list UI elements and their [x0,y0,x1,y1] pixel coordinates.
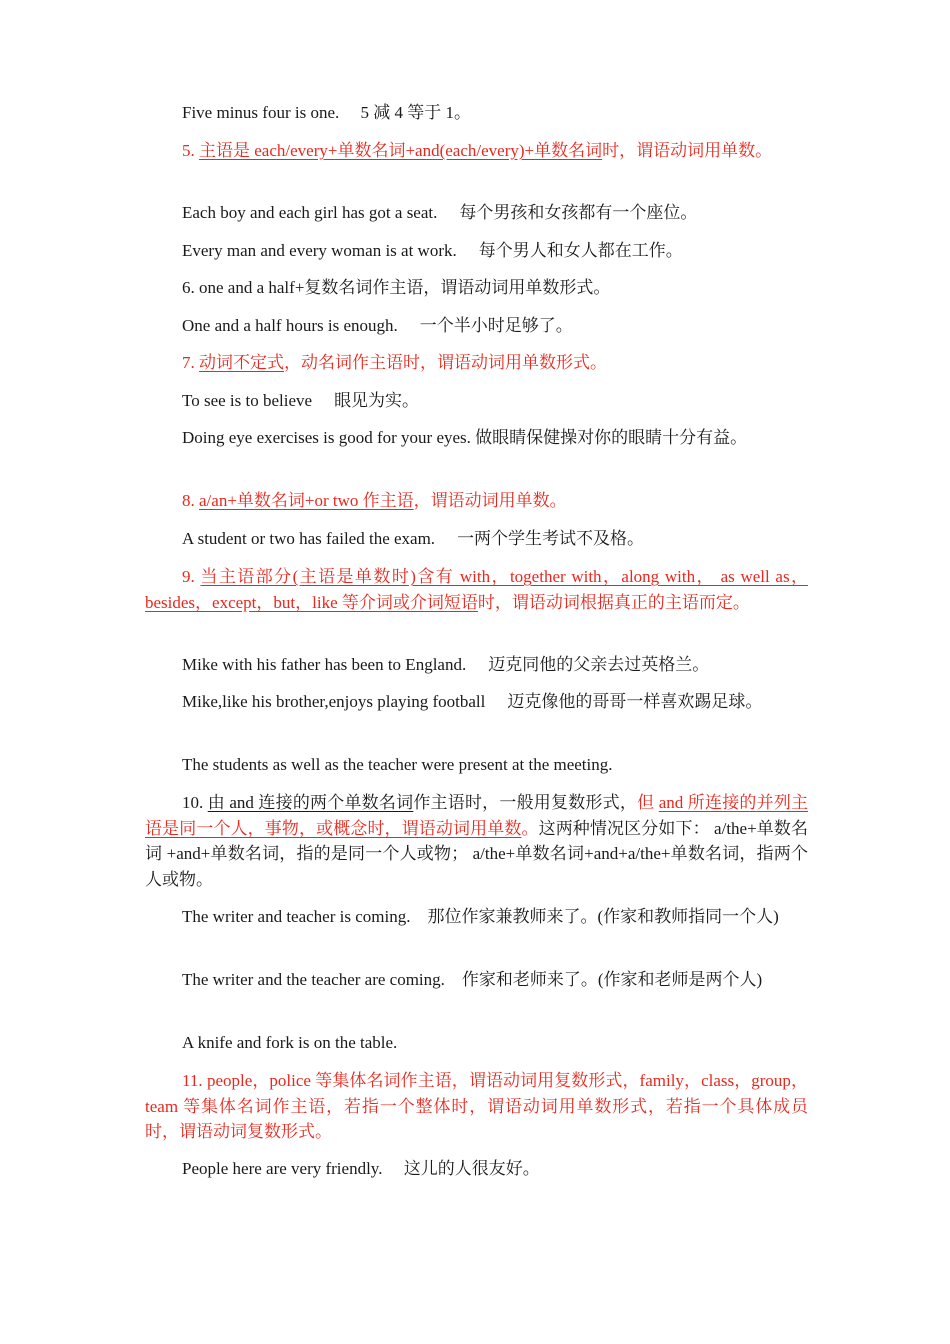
example-five-minus-four: Five minus four is one. 5 减 4 等于 1。 [182,103,471,122]
rule-underlined-text: 动词不定式 [199,353,284,372]
rule-but: 但 [637,793,659,812]
example-knife-and-fork: A knife and fork is on the table. [182,1033,398,1052]
example-every-man [145,238,808,264]
example-people-here: People here are very friendly. 这儿的人很友好。 [182,1159,540,1178]
example-chinese: 眼见为实。 [334,391,420,410]
example-chinese: 每个男人和女人都在工作。 [478,241,683,260]
rule-5 [145,138,808,164]
example-chinese: 迈克同他的父亲去过英格兰。 [488,655,710,674]
example-chinese: 一两个学生考试不及格。 [457,529,645,548]
rule-text: ，谓语动词用单数。 [413,491,567,510]
example-each-boy [145,200,808,226]
example-english: One and a half hours is enough. [182,316,398,335]
example-english: A student or two has failed the exam. [182,529,436,548]
example-mike-with-father [145,652,808,678]
example-eye-exercises: Doing eye exercises is good for your eyes. 做眼睛保健操对你的眼睛十分有益。 [182,428,748,447]
example-english: Each boy and each girl has got a seat. [182,203,438,222]
example-writer-and-teacher: The writer and teacher is coming. 那位作家兼教师来了。(作家和教师指同一个人) [182,907,779,926]
rule-9 [145,564,808,615]
rule-underlined-exception: and 所连接的并列主语是同一个人，事物，或概念时，谓语动词用单数 [145,793,809,838]
rule-number: 8. [182,491,199,510]
rule-text: 时，谓语动词用单数。 [602,141,773,160]
example-mike-like-brother [145,689,808,715]
example-chinese: 一个半小时足够了。 [419,316,573,335]
example-english: Mike with his father has been to England. [182,655,467,674]
rule-number: 9. [182,567,201,586]
example-english: Every man and every woman is at work. [182,241,457,260]
rule-number: 7. [182,353,199,372]
rule-underlined-subject: 由 and 连接的两个单数名词 [207,793,414,812]
example-chinese: 迈克像他的哥哥一样喜欢踢足球。 [507,692,763,711]
rule-11: 11. people，police 等集体名词作主语，谓语动词用复数形式，family，class，group，team 等集体名词作主语，若指一个整体时，谓语动词用单数形式，若指一个具体成员时，谓语动词复数形式。 [145,1071,808,1141]
example-to-see [145,388,808,414]
example-students-as-well-as: The students as well as the teacher were present at the meeting. [182,755,613,774]
rule-number: 10. [182,793,208,812]
rule-10 [145,790,808,892]
rule-text: 作主语时，一般用复数形式， [413,793,638,812]
rule-6: 6. one and a half+复数名词作主语，谓语动词用单数形式。 [182,278,611,297]
rule-7 [145,350,808,376]
example-student-or-two [145,526,808,552]
rule-text: 时，谓语动词根据真正的主语而定。 [477,592,750,612]
example-english: Mike,like his brother,enjoys playing football [182,692,486,711]
example-english: To see is to believe [182,391,313,410]
rule-explanation: 这两种情况区分如下： a/the+单数名词 +and+单数名词，指的是同一个人或物； a/the+单数名词+and+a/the+单数名词，指两个人或物。 [145,818,809,889]
rule-text: ，动名词作主语时，谓语动词用单数形式。 [284,353,607,372]
rule-period: 。 [521,818,539,838]
rule-number: 5. [182,141,199,160]
example-one-and-a-half [145,313,808,339]
rule-underlined-text: 当主语部分(主语是单数时)含有 with，together with，along with， as well as，besides，except，but，like 等介词或介词短语 [145,567,808,612]
example-chinese: 每个男孩和女孩都有一个座位。 [459,203,698,222]
rule-underlined-text: a/an+单数名词+or two 作主语 [199,491,414,510]
example-writer-and-the-teacher: The writer and the teacher are coming. 作家和老师来了。(作家和老师是两个人) [182,970,763,989]
rule-underlined-text: 主语是 each/every+单数名词+and(each/every)+单数名词 [199,141,603,160]
rule-8 [145,488,808,514]
